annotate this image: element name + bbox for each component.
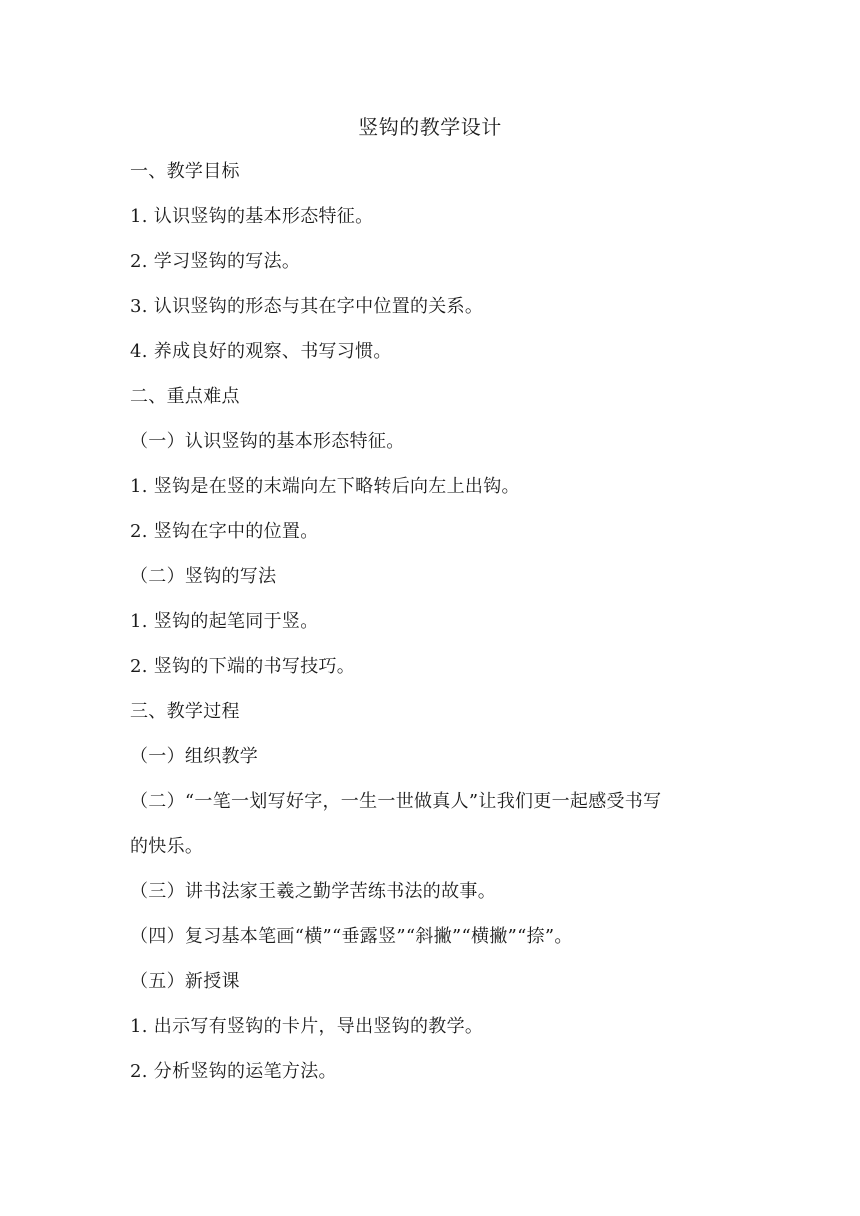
text-line: 1. 出示写有竖钩的卡片，导出竖钩的教学。 xyxy=(130,1016,484,1037)
text-line: 2. 竖钩在字中的位置。 xyxy=(130,521,319,542)
text-line: 3. 认识竖钩的形态与其在字中位置的关系。 xyxy=(130,296,484,317)
text-line: 1. 竖钩是在竖的末端向左下略转后向左上出钩。 xyxy=(130,476,520,497)
text-line: 2. 分析竖钩的运笔方法。 xyxy=(130,1061,337,1082)
subsection-heading: （一）组织教学 xyxy=(130,746,259,767)
text-line: 1. 竖钩的起笔同于竖。 xyxy=(130,611,319,632)
document-title: 竖钩的教学设计 xyxy=(358,115,502,139)
subsection-heading: （二）竖钩的写法 xyxy=(130,566,277,587)
text-line: 4. 养成良好的观察、书写习惯。 xyxy=(130,341,392,362)
text-line: 1. 认识竖钩的基本形态特征。 xyxy=(130,206,374,227)
text-line: 2. 学习竖钩的写法。 xyxy=(130,251,301,272)
subsection-heading: （一）认识竖钩的基本形态特征。 xyxy=(130,431,405,452)
subsection-heading: （四）复习基本笔画“横”“垂露竖”“斜撇”“横撇”“捺”。 xyxy=(130,926,573,947)
subsection-heading: （五）新授课 xyxy=(130,971,240,992)
text-line: （二）“一笔一划写好字，一生一世做真人”让我们更一起感受书写 xyxy=(130,791,662,812)
text-line: 2. 竖钩的下端的书写技巧。 xyxy=(130,656,356,677)
section-heading-process: 三、教学过程 xyxy=(130,701,240,722)
section-heading-objectives: 一、教学目标 xyxy=(130,161,240,182)
subsection-heading: （三）讲书法家王羲之勤学苦练书法的故事。 xyxy=(130,881,496,902)
section-heading-key-points: 二、重点难点 xyxy=(130,386,240,407)
document-body xyxy=(130,157,740,1102)
text-line: 的快乐。 xyxy=(130,836,204,857)
